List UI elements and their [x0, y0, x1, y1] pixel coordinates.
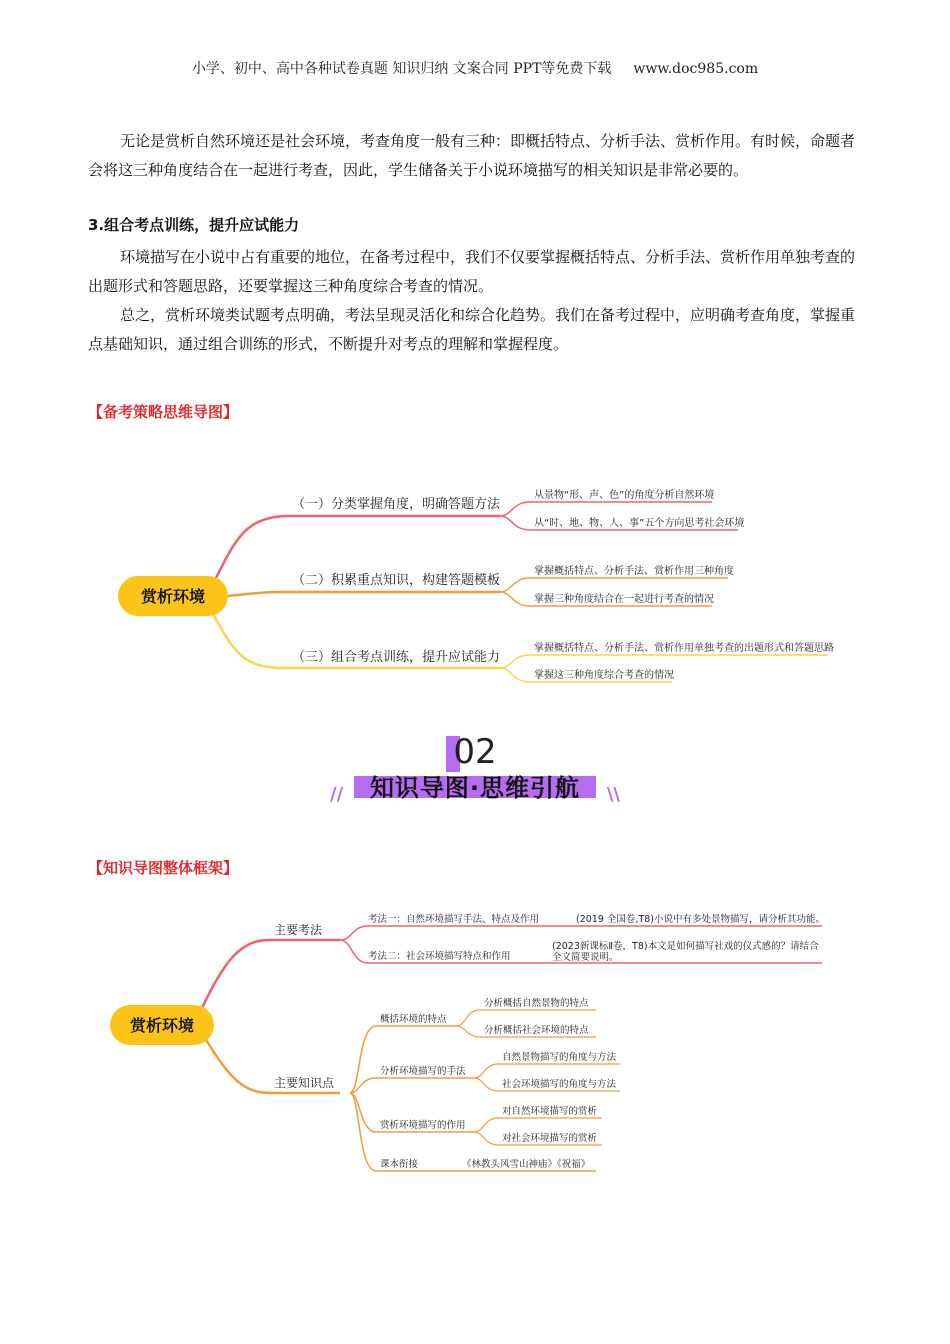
- strategy-branch-1: （一）分类掌握角度，明确答题方法: [292, 497, 501, 512]
- strategy-mind-map: [0, 470, 950, 700]
- strategy-leaf-1b: 从“时、地、物、人、事”五个方向思考社会环境: [534, 518, 745, 529]
- strategy-root-label: 赏析环境: [140, 587, 206, 606]
- strategy-leaf-3a: 掌握概括特点、分析手法、赏析作用单独考查的出题形式和答题思路: [534, 643, 834, 654]
- knowledge-leaf-3a: 对自然环境描写的赏析: [502, 1106, 598, 1117]
- strategy-branch-3: （三）组合考点训练，提升应试能力: [292, 650, 501, 665]
- knowledge-link-method-1: [340, 926, 822, 940]
- banner-right-slashes: \\: [606, 784, 620, 805]
- strategy-leaf-link-1a: [500, 502, 712, 516]
- banner-left-slashes: //: [330, 784, 344, 805]
- section-heading-3: 3.组合考点训练，提升应试能力: [88, 216, 300, 234]
- knowledge-leaf-2a: 自然景物描写的角度与方法: [502, 1052, 617, 1063]
- strategy-leaf-3b: 掌握这三种角度综合考查的情况: [534, 670, 674, 681]
- knowledge-method-2-example-line1: (2023新课标Ⅱ卷，T8)本文是如何描写社戏的仪式感的？请结合: [552, 941, 819, 952]
- strategy-link-1: [215, 516, 500, 580]
- strategy-leaf-1a: 从景物“形、声、色”的角度分析自然环境: [534, 490, 715, 501]
- knowledge-leaf-link-1a: [456, 1010, 596, 1026]
- knowledge-group-1-name: 概括环境的特点: [380, 1014, 447, 1025]
- knowledge-method-1-example: (2019 全国卷,T8)小说中有多处景物描写，请分析其功能。: [576, 914, 825, 925]
- knowledge-leaf-4a: 《林教头风雪山神庙》《祝福》: [462, 1159, 591, 1170]
- paragraph-2: 环境描写在小说中占有重要的地位，在备考过程中，我们不仅要掌握概括特点、分析手法、赏析作用单独考查的出题形式和答题思路，还要掌握这三种角度综合考查的情况。: [88, 248, 856, 295]
- knowledge-method-2-name: 考法二：社会环境描写特点和作用: [368, 951, 511, 962]
- strategy-branch-2: （二）积累重点知识，构建答题模板: [292, 573, 501, 588]
- knowledge-link-group-2: [350, 1078, 474, 1093]
- knowledge-leaf-1b: 分析概括社会环境的特点: [484, 1025, 589, 1036]
- knowledge-map-label: 【知识导图整体框架】: [88, 859, 239, 877]
- banner-number: 02: [453, 732, 497, 772]
- knowledge-root-label: 赏析环境: [129, 1016, 195, 1035]
- strategy-leaf-2a: 掌握概括特点、分析手法、赏析作用三种角度: [534, 566, 734, 577]
- knowledge-mind-map: [0, 900, 950, 1190]
- paragraph-3: 总之，赏析环境类试题考点明确，考法呈现灵活化和综合化趋势。我们在备考过程中，应明确考查角度，掌握重点基础知识，通过组合训练的形式，不断提升对考点的理解和掌握程度。: [88, 306, 856, 353]
- strategy-leaf-link-3a: [500, 655, 828, 668]
- knowledge-leaf-link-2a: [474, 1064, 620, 1078]
- page-header: [0, 58, 950, 78]
- section-banner: [330, 732, 620, 812]
- strategy-leaf-2b: 掌握三种角度结合在一起进行考查的情况: [534, 594, 714, 605]
- knowledge-link-methods: [200, 940, 340, 1012]
- banner-title: 知识导图·思维引航: [369, 774, 581, 802]
- knowledge-method-2-example-line2: 全文简要说明。: [552, 952, 619, 963]
- knowledge-methods-title: 主要考法: [274, 923, 323, 937]
- knowledge-method-1-name: 考法一：自然环境描写手法、特点及作用: [368, 914, 540, 925]
- knowledge-group-3-name: 赏析环境描写的作用: [380, 1120, 466, 1131]
- knowledge-link-group-1: [350, 1026, 456, 1093]
- knowledge-group-2-name: 分析环境描写的手法: [380, 1066, 466, 1077]
- knowledge-leaf-3b: 对社会环境描写的赏析: [502, 1133, 598, 1144]
- strategy-link-2: [228, 592, 500, 596]
- knowledge-group-4-name: 课本衔接: [380, 1159, 419, 1170]
- knowledge-leaf-2b: 社会环境描写的角度与方法: [502, 1079, 617, 1090]
- knowledge-points-title: 主要知识点: [274, 1076, 335, 1090]
- knowledge-leaf-link-3a: [474, 1118, 602, 1132]
- paragraph-1: 无论是赏析自然环境还是社会环境，考查角度一般有三种：即概括特点、分析手法、赏析作用。有时候，命题者会将这三种角度结合在一起进行考查，因此，学生储备关于小说环境描写的相关知识是非常必要的。: [88, 132, 856, 179]
- header-text: 小学、初中、高中各种试卷真题 知识归纳 文案合同 PPT等免费下载: [191, 61, 612, 77]
- knowledge-leaf-1a: 分析概括自然景物的特点: [484, 998, 589, 1009]
- strategy-leaf-link-2a: [500, 578, 728, 592]
- header-url[interactable]: www.doc985.com: [633, 61, 759, 77]
- strategy-map-label: 【备考策略思维导图】: [88, 403, 239, 421]
